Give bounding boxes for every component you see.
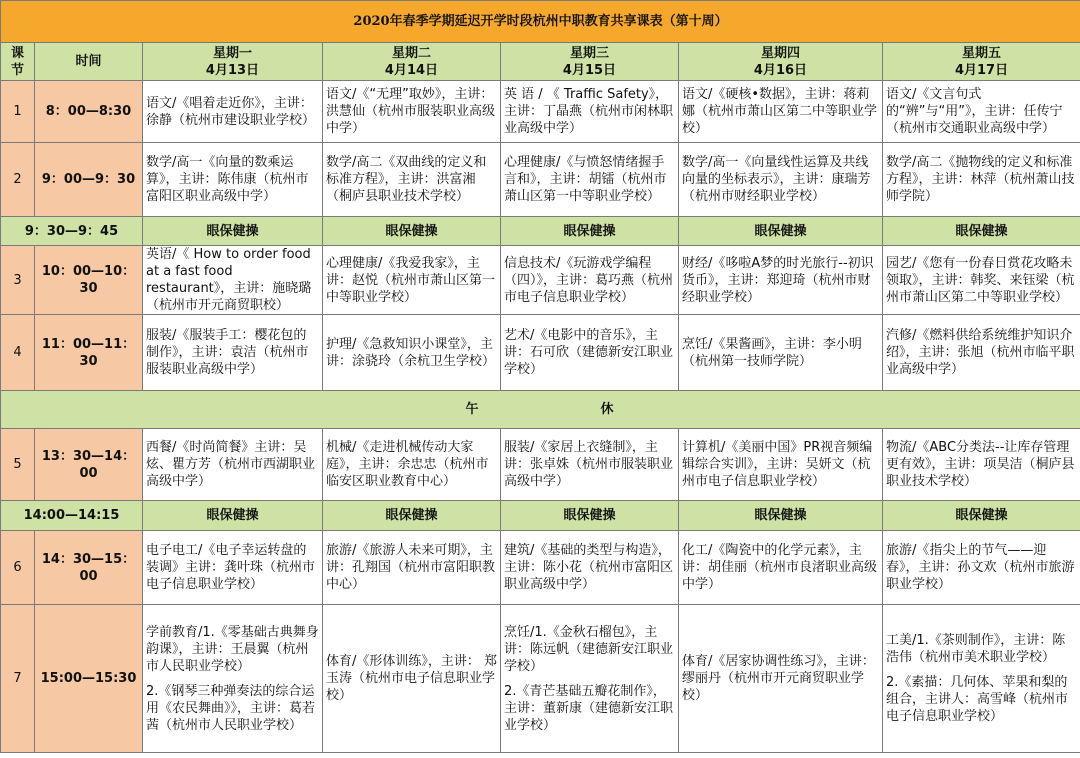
lesson-number: 1 xyxy=(1,81,35,143)
lesson-number: 7 xyxy=(1,605,35,753)
eye-exercise: 眼保健操 xyxy=(679,217,883,246)
eye-exercise: 眼保健操 xyxy=(143,501,323,531)
course-item: 2.《钢琴三种弹奏法的综合运用《农民舞曲》》，主讲：葛若茜（杭州市人民职业学校） xyxy=(146,683,316,733)
course-cell: 服装/《家居上衣缝制》，主讲：张卓姝（杭州市服装职业高级中学） xyxy=(501,429,679,501)
day-header-tue: 星期二 4月14日 xyxy=(323,43,501,81)
course-cell: 数学/高一《向量线性运算及共线向量的坐标表示》，主讲：康瑞芳（杭州市财经职业学校） xyxy=(679,143,883,217)
course-cell: 财经/《哆啦A梦的时光旅行--初识货币》，主讲：郑迎琦（杭州市财经职业学校） xyxy=(679,246,883,315)
lunch-break xyxy=(1,391,1080,429)
eye-exercise: 眼保健操 xyxy=(679,501,883,531)
course-cell xyxy=(501,605,679,753)
eye-exercise: 眼保健操 xyxy=(501,501,679,531)
course-cell: 艺术/《电影中的音乐》，主讲：石可欣（建德新安江职业学校） xyxy=(501,315,679,391)
course-cell: 数学/高一《向量的数乘运算》，主讲：陈伟康（杭州市富阳区职业高级中学） xyxy=(143,143,323,217)
lesson-time: 13：30—14：00 xyxy=(35,429,143,501)
lesson-time: 8：00—8:30 xyxy=(35,81,143,143)
course-cell: 建筑/《基础的类型与构造》，主讲：陈小花（杭州市富阳区职业高级中学） xyxy=(501,531,679,605)
eye-exercise: 眼保健操 xyxy=(323,217,501,246)
course-cell: 数学/高二《抛物线的定义和标准方程》，主讲：林萍（杭州萧山技师学院） xyxy=(883,143,1080,217)
course-cell: 护理/《急救知识小课堂》，主讲：涂骁玲（余杭卫生学校） xyxy=(323,315,501,391)
course-cell: 汽修/《燃料供给系统维护知识介绍》，主讲：张旭（杭州市临平职业高级中学） xyxy=(883,315,1080,391)
course-cell: 化工/《陶瓷中的化学元素》，主讲：胡佳丽（杭州市良渚职业高级中学） xyxy=(679,531,883,605)
day-header-mon: 星期一 4月13日 xyxy=(143,43,323,81)
lunch-row xyxy=(1,391,1080,429)
course-item: 学前教育/1.《零基础古典舞身韵课》，主讲：王晨翼（杭州市人民职业学校） xyxy=(146,624,319,674)
break-row-afternoon xyxy=(1,501,1080,531)
lesson-row-3 xyxy=(1,246,1080,315)
lesson-row-7 xyxy=(1,605,1080,753)
eye-exercise: 眼保健操 xyxy=(883,501,1080,531)
lesson-number: 4 xyxy=(1,315,35,391)
lesson-number: 5 xyxy=(1,429,35,501)
lesson-time: 9：00—9：30 xyxy=(35,143,143,217)
lesson-row-2 xyxy=(1,143,1080,217)
course-cell xyxy=(323,605,501,753)
eye-exercise: 眼保健操 xyxy=(143,217,323,246)
course-item: 2.《素描：几何体、苹果和梨的组合，主讲人：高雪峰（杭州市电子信息职业学校） xyxy=(886,675,1069,724)
break-row-morning xyxy=(1,217,1080,246)
lesson-number: 2 xyxy=(1,143,35,217)
lesson-number: 6 xyxy=(1,531,35,605)
course-cell: 旅游/《指尖上的节气——迎春》，主讲：孙文欢（杭州市旅游职业学校） xyxy=(883,531,1080,605)
course-cell: 西餐/《时尚简餐》主讲：吴炫、瞿方芳（杭州市西湖职业高级中学） xyxy=(143,429,323,501)
lesson-header: 课 节 xyxy=(1,43,35,81)
course-cell xyxy=(143,605,323,753)
break-time: 9：30—9：45 xyxy=(1,217,143,246)
course-cell xyxy=(679,605,883,753)
course-cell: 语文/《唱着走近你》，主讲：徐静（杭州市建设职业学校） xyxy=(143,81,323,143)
break-time: 14:00—14:15 xyxy=(1,501,143,531)
course-item: 2.《青芒基础五瓣花制作》，主讲：董新康（建德新安江职业学校） xyxy=(504,683,674,733)
course-item: 工美/1.《茶则制作》，主讲：陈浩伟（杭州市美术职业学校） xyxy=(886,633,1066,665)
day-header-wed: 星期三 4月15日 xyxy=(501,43,679,81)
course-item: 烹饪/1.《金秋石榴包》，主讲：陈远帆（建德新安江职业学校） xyxy=(504,624,674,674)
lesson-time: 14：30—15：00 xyxy=(35,531,143,605)
lesson-number: 3 xyxy=(1,246,35,315)
course-item: 体育/《形体训练》，主讲： 郑玉涛（杭州市电子信息职业学校） xyxy=(326,654,498,703)
course-cell: 物流/《ABC分类法--让库存管理更有效》，主讲：项昊洁（桐庐县职业技术学校） xyxy=(883,429,1080,501)
course-cell: 机械/《走进机械传动大家庭》，主讲：余忠忠（杭州市临安区职业教育中心） xyxy=(323,429,501,501)
course-cell: 语文/《“无理”取妙》，主讲：洪慧仙（杭州市服装职业高级中学） xyxy=(323,81,501,143)
course-cell: 语文/《硬核•数据》，主讲：蒋莉娜（杭州市萧山区第二中等职业学校） xyxy=(679,81,883,143)
schedule-title: 2020年春季学期延迟开学时段杭州中职教育共享课表（第十周） xyxy=(1,1,1080,43)
lesson-row-5 xyxy=(1,429,1080,501)
day-header-thu: 星期四 4月16日 xyxy=(679,43,883,81)
course-cell: 计算机/《美丽中国》PR视音频编辑综合实训》，主讲：吴妍文（杭州市电子信息职业学校） xyxy=(679,429,883,501)
lesson-time: 11：00—11：30 xyxy=(35,315,143,391)
lesson-row-1 xyxy=(1,81,1080,143)
eye-exercise: 眼保健操 xyxy=(501,217,679,246)
course-cell: 电子电工/《电子幸运转盘的装调》主讲：龚叶珠（杭州市电子信息职业学校） xyxy=(143,531,323,605)
course-cell: 数学/高二《双曲线的定义和标准方程》，主讲：洪富湘（桐庐县职业技术学校） xyxy=(323,143,501,217)
lesson-time: 15:00—15:30 xyxy=(35,605,143,753)
course-cell: 心理健康/《与愤怒情绪握手言和》，主讲：胡镭（杭州市萧山区第一中等职业学校） xyxy=(501,143,679,217)
course-cell xyxy=(883,605,1080,753)
course-cell: 烹饪/《果酱画》，主讲：李小明（杭州第一技师学院） xyxy=(679,315,883,391)
day-header-fri: 星期五 4月17日 xyxy=(883,43,1080,81)
time-header: 时间 xyxy=(35,43,143,81)
course-cell: 心理健康/《我爱我家》，主讲：赵悦（杭州市萧山区第一中等职业学校） xyxy=(323,246,501,315)
course-cell: 英 语 / 《 Traffic Safety》，主讲：丁晶燕（杭州市闲林职业高级中学） xyxy=(501,81,679,143)
lunch-left: 午 xyxy=(465,402,481,417)
course-cell: 旅游/《旅游人未来可期》，主讲：孔翔国（杭州市富阳职教中心） xyxy=(323,531,501,605)
course-cell: 英语/《 How to order food at a fast food restaurant》，主讲：施晓璐（杭州市开元商贸职校） xyxy=(143,246,323,315)
course-cell: 信息技术/《玩游戏学编程（四）》，主讲：葛巧燕（杭州市电子信息职业学校） xyxy=(501,246,679,315)
lesson-time: 10：00—10：30 xyxy=(35,246,143,315)
eye-exercise: 眼保健操 xyxy=(883,217,1080,246)
lesson-row-6 xyxy=(1,531,1080,605)
lunch-right: 休 xyxy=(600,402,616,417)
course-cell: 园艺/《您有一份春日赏花攻略未领取》，主讲：韩奖、来钰梁（杭州市萧山区第二中等职业学校） xyxy=(883,246,1080,315)
course-item: 体育/《居家协调性练习》，主讲：缪丽丹（杭州市开元商贸职业学校） xyxy=(682,654,875,703)
eye-exercise: 眼保健操 xyxy=(323,501,501,531)
course-cell: 语文/《文言句式的“辨”与“用”》，主讲：任传宁（杭州市交通职业高级中学） xyxy=(883,81,1080,143)
course-cell: 服装/《服装手工：樱花包的制作》，主讲：袁洁（杭州市服装职业高级中学） xyxy=(143,315,323,391)
header-row xyxy=(1,43,1080,81)
lesson-row-4 xyxy=(1,315,1080,391)
